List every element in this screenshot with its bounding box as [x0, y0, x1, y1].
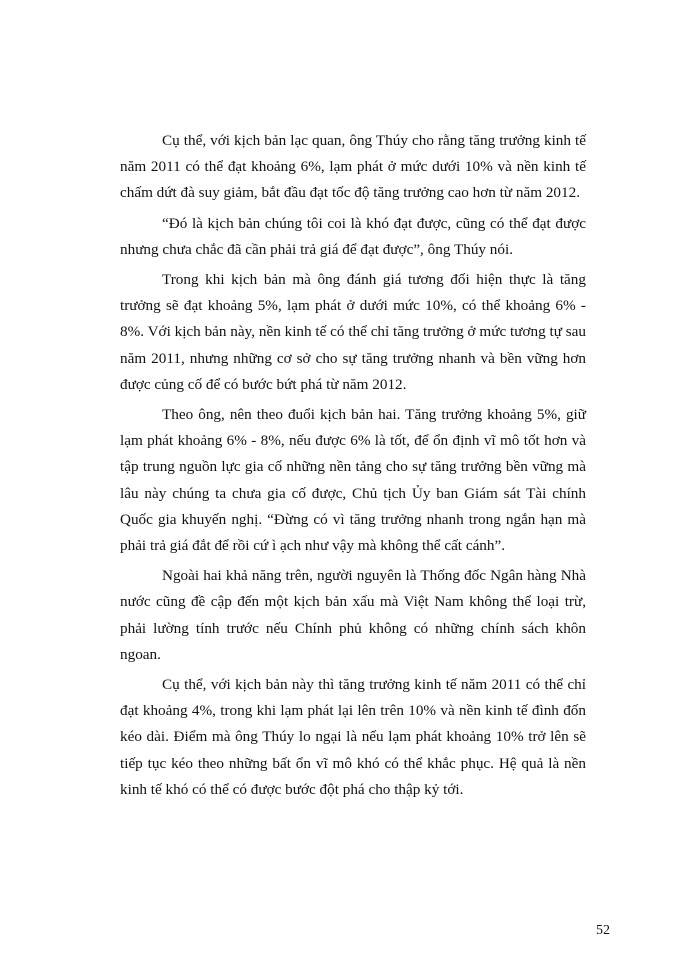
body-text — [120, 128, 586, 807]
paragraph-2: “Đó là kịch bản chúng tôi coi là khó đạt được, cũng có thể đạt được nhưng chưa chắc đã cần phải trả giá để đạt được”, ông Thúy nói. — [120, 214, 586, 258]
paragraph-6: Cụ thể, với kịch bản này thì tăng trưởng kinh tế năm 2011 có thể chỉ đạt khoảng 4%, trong khi lạm phát lại lên trên 10% và nền kinh tế đình đốn kéo dài. Điểm mà ông Thúy lo ngại là nếu lạm phát khoảng 10% trở lên sẽ tiếp tục kéo theo những bất ổn vĩ mô khó có thể khắc phục. Hệ quả là nền kinh tế khó có thể có được bước đột phá cho thập kỷ tới. — [120, 676, 586, 798]
paragraph-1: Cụ thể, với kịch bản lạc quan, ông Thúy cho rằng tăng trưởng kinh tế năm 2011 có thể đạt khoảng 6%, lạm phát ở mức dưới 10% và nền kinh tế chấm dứt đà suy giảm, bắt đầu đạt tốc độ tăng trưởng cao hơn từ năm 2012. — [120, 132, 586, 202]
paragraph-3: Trong khi kịch bản mà ông đánh giá tương đối hiện thực là tăng trưởng sẽ đạt khoảng 5%, lạm phát ở dưới mức 10%, có thể khoảng 6% - 8%. Với kịch bản này, nền kinh tế có thể chỉ tăng trưởng ở mức tương tự sau năm 2011, nhưng những cơ sở cho sự tăng trưởng nhanh và bền vững hơn được củng cố để có bước bứt phá từ năm 2012. — [120, 271, 586, 393]
paragraph-4: Theo ông, nên theo đuổi kịch bản hai. Tăng trưởng khoảng 5%, giữ lạm phát khoảng 6% - 8%, nếu được 6% là tốt, để ổn định vĩ mô tốt hơn và tập trung nguồn lực gia cố những nền tảng cho sự tăng trưởng bền vững mà lâu này chúng ta chưa gia cố được, Chủ tịch Ủy ban Giám sát Tài chính Quốc gia khuyến nghị. “Đừng có vì tăng trưởng nhanh trong ngắn hạn mà phải trả giá đắt để rồi cứ ì ạch như vậy mà không thể cất cánh”. — [120, 406, 586, 555]
page-number: 52 — [596, 923, 610, 938]
paragraph-5: Ngoài hai khả năng trên, người nguyên là Thống đốc Ngân hàng Nhà nước cũng đề cập đến một kịch bản xấu mà Việt Nam không thể loại trừ, phải lường tính trước nếu Chính phủ không có những chính sách khôn ngoan. — [120, 567, 586, 663]
